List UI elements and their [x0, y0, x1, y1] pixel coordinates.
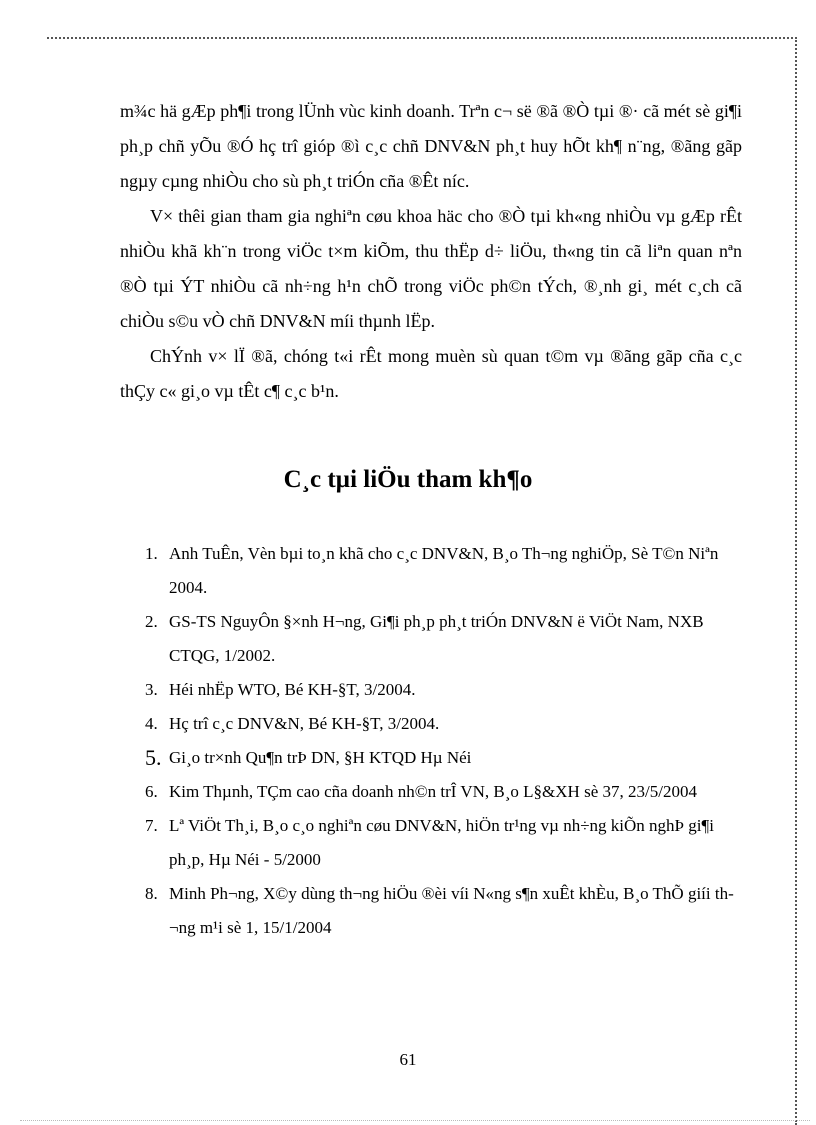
- reference-text: GS-TS NguyÔn §×nh H¬ng, Gi¶i ph¸p ph¸t triÓn DNV&N ë ViÖt Nam, NXB CTQG, 1/2002.: [169, 612, 704, 665]
- body-paragraph-1: m¾c hä gÆp ph¶i trong lÜnh vùc kinh doanh. Trªn c¬ së ®ã ®Ò tµi ®· cã mét sè gi¶i ph¸p chñ yÕu ®Ó hç trî gióp ®ì c¸c chñ DNV&N ph¸t huy hÕt kh¶ n¨ng, ®ãng gãp ngµy cµng nhiÒu cho sù ph¸t triÓn cña ®Êt níc.: [120, 101, 742, 191]
- reference-item-1: [145, 537, 745, 605]
- reference-item-2: [145, 605, 745, 673]
- reference-text: Anh TuÊn, Vèn bµi to¸n khã cho c¸c DNV&N, B¸o Th¬ng nghiÖp, Sè T©n Niªn 2004.: [169, 544, 719, 597]
- page-number: 61: [399, 1050, 417, 1069]
- reference-number: 1.: [145, 544, 158, 563]
- reference-item-4: [145, 707, 745, 741]
- reference-item-3: [145, 673, 745, 707]
- page-frame-top: [47, 37, 797, 39]
- reference-number: 5.: [145, 745, 162, 770]
- reference-number: 7.: [145, 816, 158, 835]
- reference-text: Minh Ph¬ng, X©y dùng th¬ng hiÖu ®èi víi N«ng s¶n xuÊt khÈu, B¸o ThÕ giíi th¬ng m¹i sè 1, 15/1/2004: [169, 884, 734, 937]
- reference-item-5: [145, 741, 745, 775]
- reference-number: 4.: [145, 714, 158, 733]
- page-frame-bottom: [20, 1120, 810, 1121]
- reference-text: Kim Thµnh, TÇm cao cña doanh nh©n trÎ VN, B¸o L§&XH sè 37, 23/5/2004: [169, 782, 697, 801]
- reference-number: 8.: [145, 884, 158, 903]
- reference-text: Héi nhËp WTO, Bé KH-§T, 3/2004.: [169, 680, 416, 699]
- body-paragraph-2: V× thêi gian tham gia nghiªn cøu khoa häc cho ®Ò tµi kh«ng nhiÒu vµ gÆp rÊt nhiÒu khã kh¨n trong viÖc t×m kiÕm, thu thËp d÷ liÖu, th«ng tin cã liªn quan nªn ®Ò tµi ÝT nhiÒu cã nh÷ng h¹n chÕ trong viÖc ph©n tÝch, ®¸nh gi¸ mét c¸ch cã chiÒu s©u vÒ chñ DNV&N míi thµnh lËp.: [120, 206, 742, 331]
- reference-list: [145, 537, 745, 945]
- reference-text: Gi¸o tr×nh Qu¶n trÞ DN, §H KTQD Hµ Néi: [169, 748, 472, 767]
- reference-item-6: [145, 775, 745, 809]
- reference-item-8: [145, 877, 745, 945]
- references-heading: C¸c tµi liÖu tham kh¶o: [283, 466, 533, 493]
- reference-number: 3.: [145, 680, 158, 699]
- reference-text: Lª ViÖt Th¸i, B¸o c¸o nghiªn cøu DNV&N, hiÖn tr¹ng vµ nh÷ng kiÕn nghÞ gi¶i ph¸p, Hµ Néi - 5/2000: [169, 816, 714, 869]
- reference-number: 6.: [145, 782, 158, 801]
- page-frame-right: [795, 37, 797, 1125]
- reference-number: 2.: [145, 612, 158, 631]
- reference-item-7: [145, 809, 745, 877]
- reference-text: Hç trî c¸c DNV&N, Bé KH-§T, 3/2004.: [169, 714, 440, 733]
- body-paragraph-3: ChÝnh v× lÏ ®ã, chóng t«i rÊt mong muèn sù quan t©m vµ ®ãng gãp cña c¸c thÇy c« gi¸o vµ tÊt c¶ c¸c b¹n.: [120, 346, 742, 401]
